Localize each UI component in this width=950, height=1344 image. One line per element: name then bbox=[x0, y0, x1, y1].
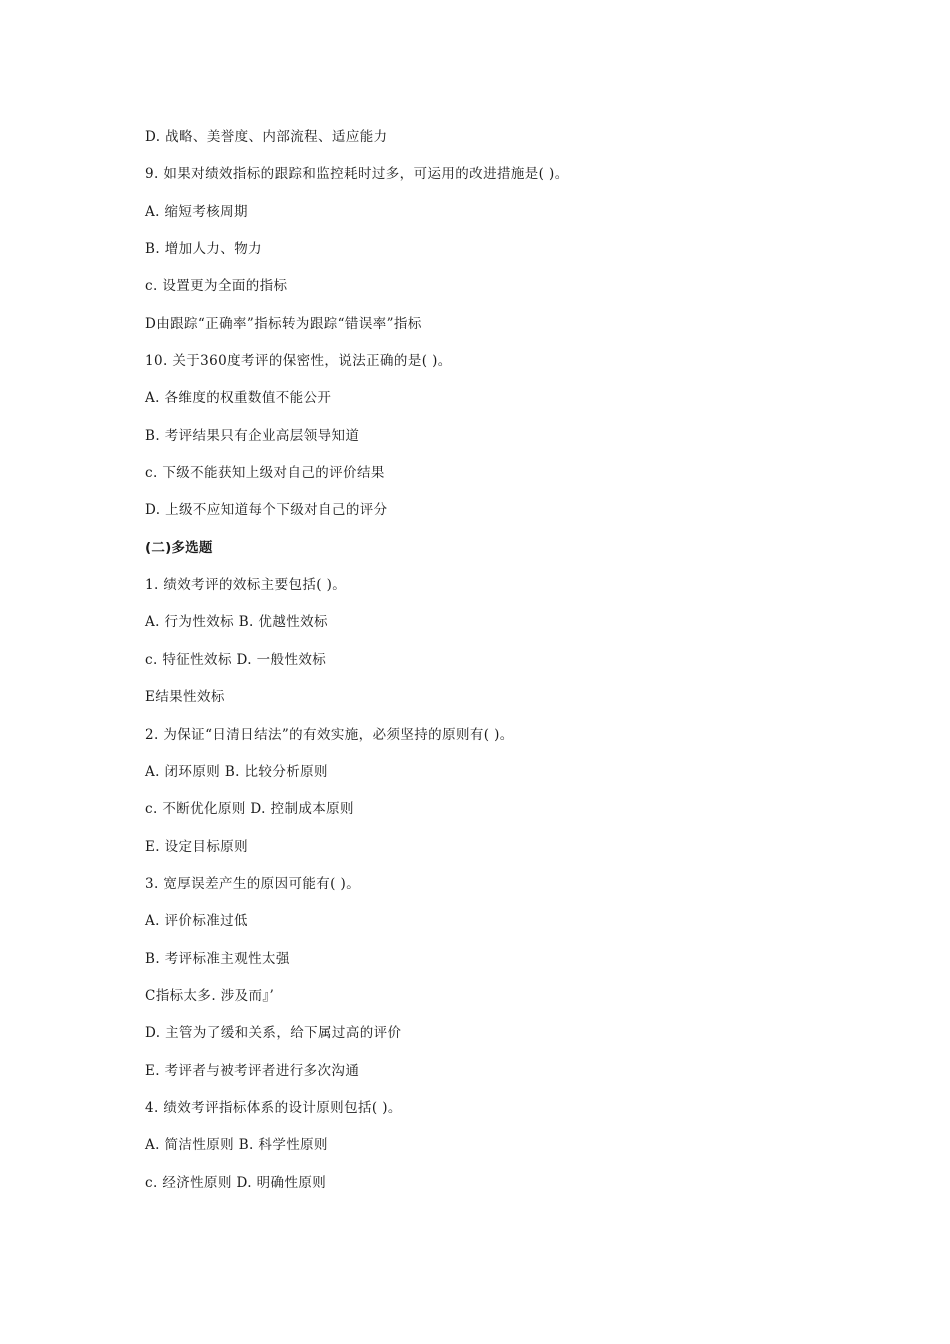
mc-q2-option-e: E. 设定目标原则 bbox=[145, 838, 249, 855]
option-d-strategy: D. 战略、美誉度、内部流程、适应能力 bbox=[145, 129, 388, 145]
option-b-add-resources: B. 增加人力、物力 bbox=[145, 241, 263, 258]
section-heading-multiple-choice: (二)多选题 bbox=[145, 539, 213, 556]
mc-q4-options-cd: c. 经济性原则 D. 明确性原则 bbox=[145, 1174, 327, 1191]
mc-q3-option-b: B. 考评标准主观性太强 bbox=[145, 950, 290, 967]
mc-question-2: 2. 为保证“日清日结法”的有效实施，必须坚持的原则有( )。 bbox=[145, 726, 514, 743]
mc-q3-option-e: E. 考评者与被考评者进行多次沟通 bbox=[145, 1062, 360, 1079]
mc-q2-options-ab: A. 闭环原则 B. 比较分析原则 bbox=[145, 763, 328, 780]
mc-q4-options-ab: A. 简洁性原则 B. 科学性原则 bbox=[145, 1137, 328, 1154]
option-c-subordinates: c. 下级不能获知上级对自己的评价结果 bbox=[145, 465, 385, 482]
option-b-results: B. 考评结果只有企业高层领导知道 bbox=[145, 427, 360, 444]
question-10: 10. 关于360度考评的保密性，说法正确的是( )。 bbox=[145, 353, 452, 370]
mc-q1-option-e: E结果性效标 bbox=[145, 689, 225, 706]
option-a-weights: A. 各维度的权重数值不能公开 bbox=[145, 390, 332, 407]
mc-q3-option-d: D. 主管为了缓和关系，给下属过高的评价 bbox=[145, 1025, 402, 1042]
mc-question-1: 1. 绩效考评的效标主要包括( )。 bbox=[145, 577, 347, 594]
mc-q1-options-cd: c. 特征性效标 D. 一般性效标 bbox=[145, 651, 327, 668]
option-d-error-rate: D由跟踪“正确率”指标转为跟踪“错误率”指标 bbox=[145, 315, 422, 332]
mc-q3-option-a: A. 评价标准过低 bbox=[145, 913, 248, 930]
mc-q1-options-ab: A. 行为性效标 B. 优越性效标 bbox=[145, 614, 328, 631]
mc-q3-option-c: C指标太多. 涉及而』’ bbox=[145, 987, 275, 1004]
option-c-comprehensive-indicators: c. 设置更为全面的指标 bbox=[145, 278, 288, 295]
question-9: 9. 如果对绩效指标的跟踪和监控耗时过多，可运用的改进措施是( )。 bbox=[145, 166, 569, 183]
mc-question-4: 4. 绩效考评指标体系的设计原则包括( )。 bbox=[145, 1099, 402, 1116]
option-d-superiors: D. 上级不应知道每个下级对自己的评分 bbox=[145, 502, 388, 519]
option-a-shorten-cycle: A. 缩短考核周期 bbox=[145, 203, 248, 220]
mc-q2-options-cd: c. 不断优化原则 D. 控制成本原则 bbox=[145, 801, 354, 818]
mc-question-3: 3. 宽厚误差产生的原因可能有( )。 bbox=[145, 875, 361, 892]
document-body bbox=[145, 126, 845, 1209]
